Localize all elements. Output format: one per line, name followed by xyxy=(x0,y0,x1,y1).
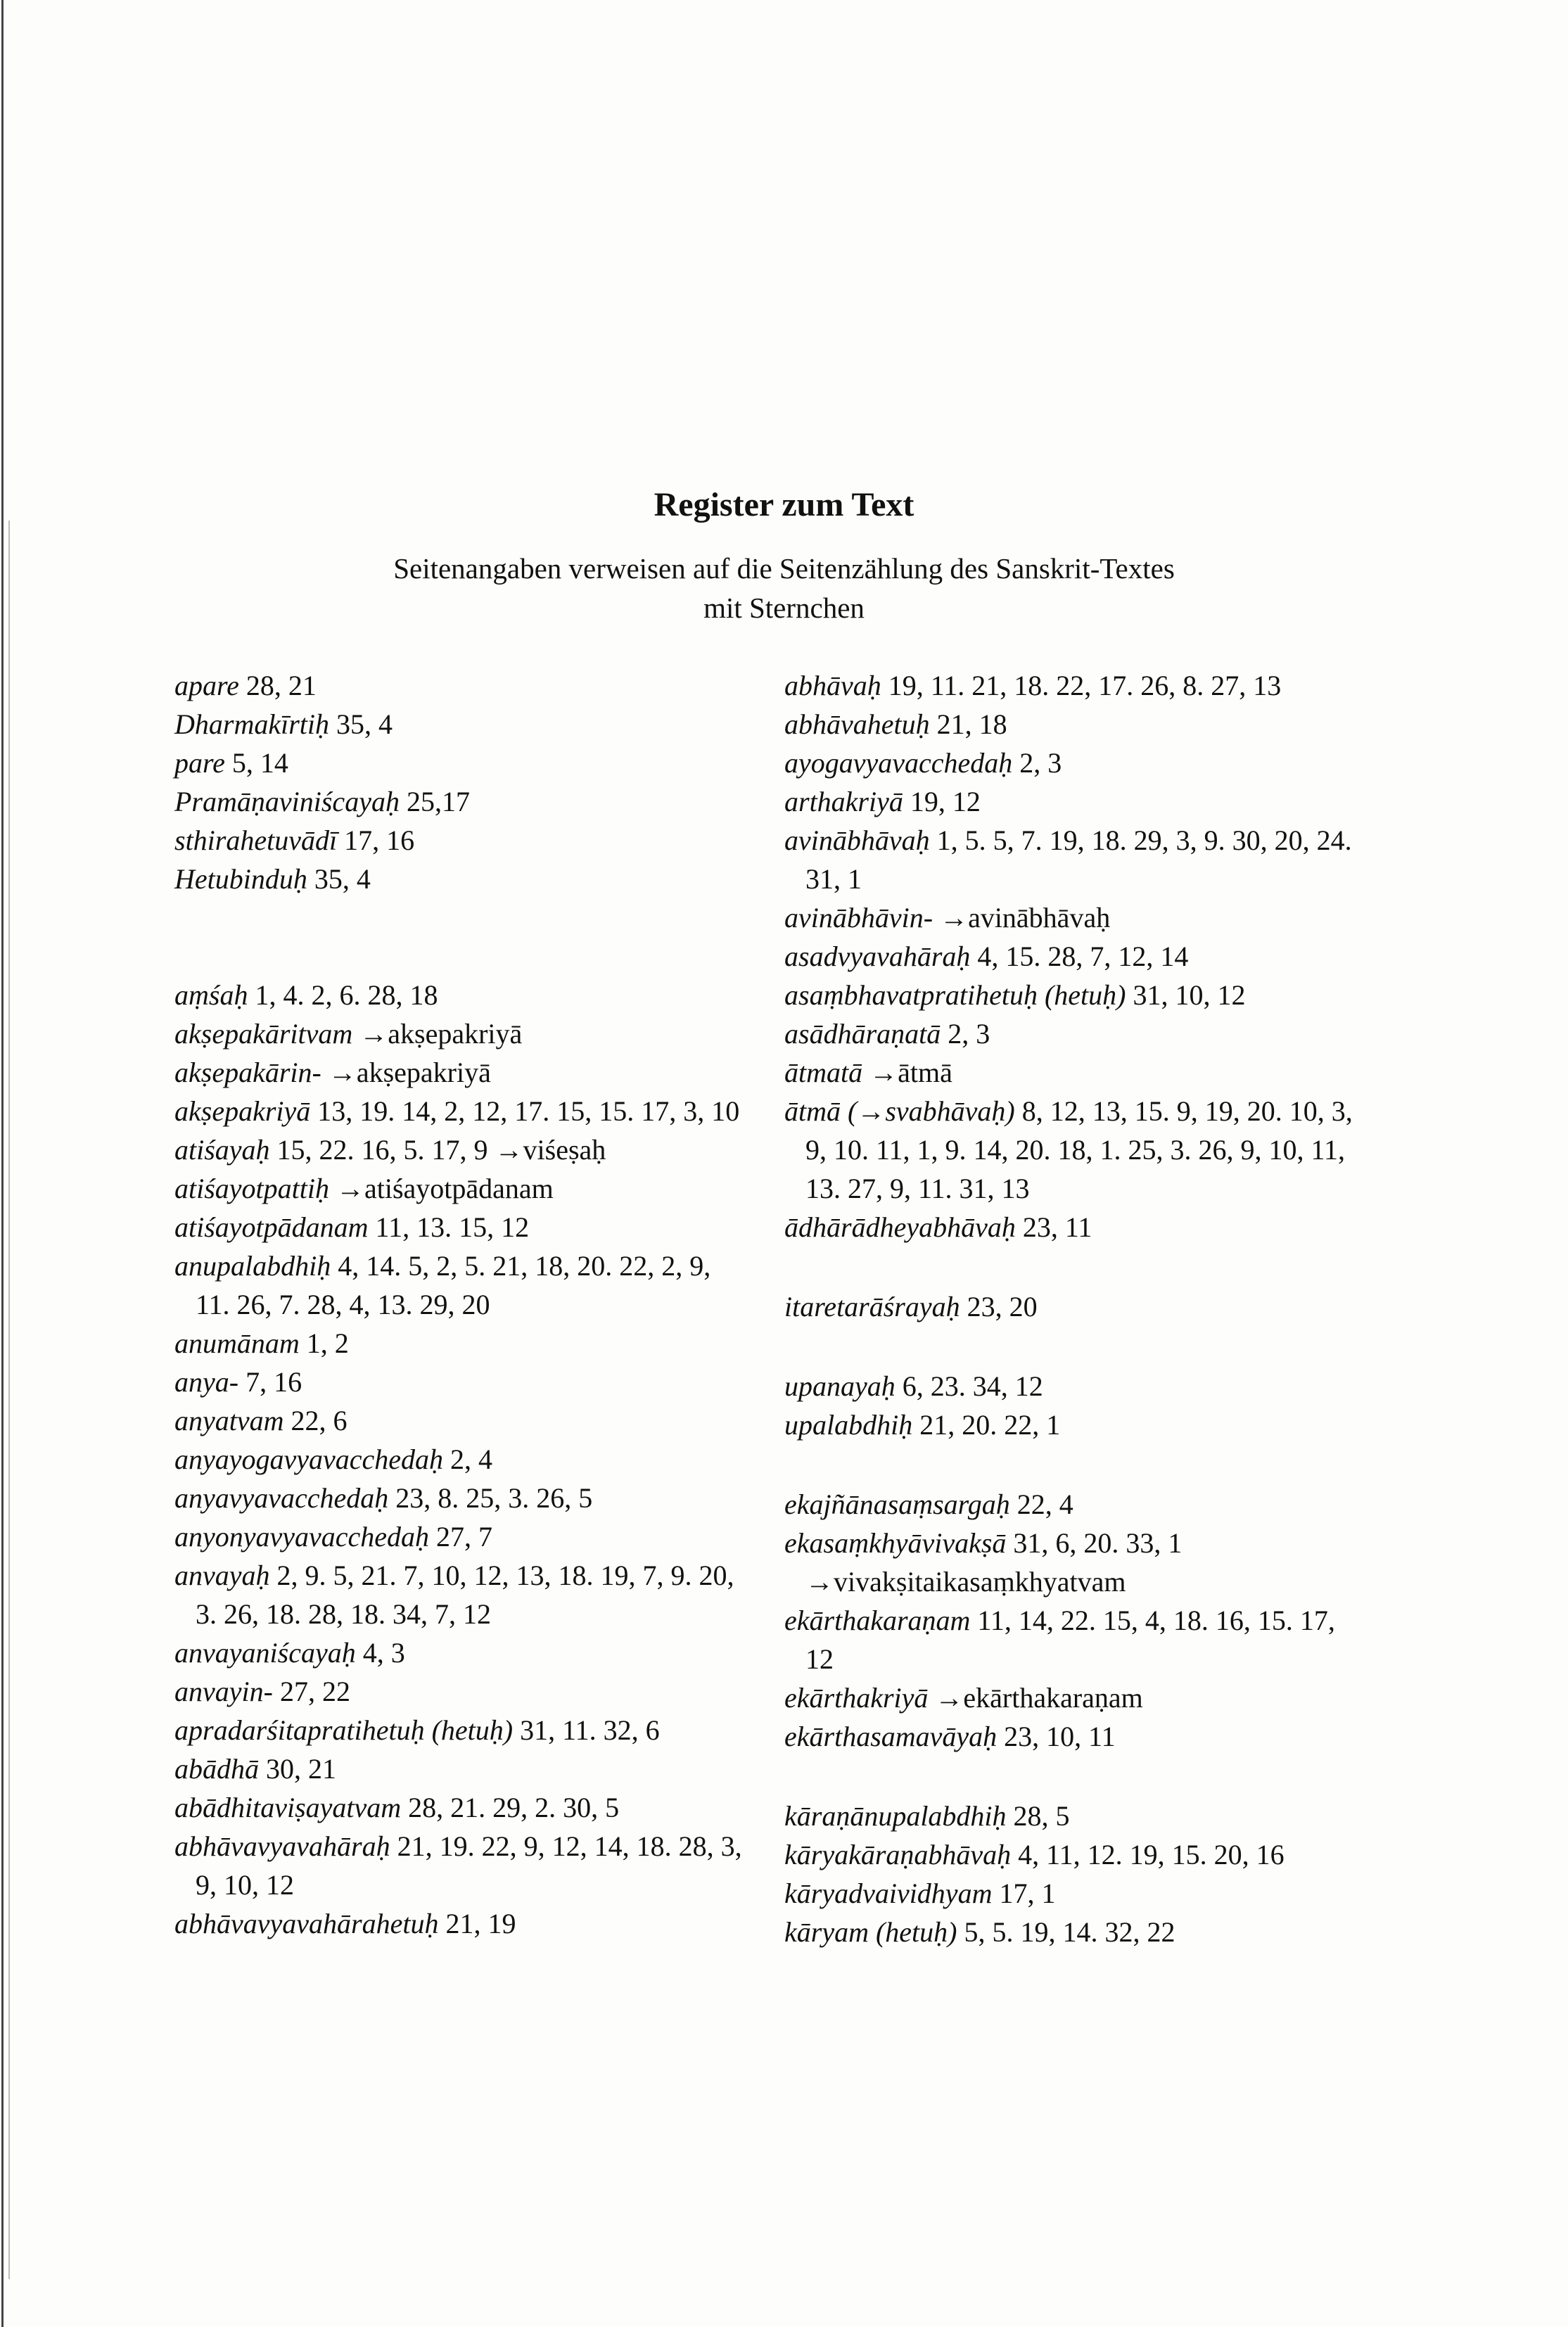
subtitle-line-2: mit Sternchen xyxy=(703,592,865,624)
index-entry xyxy=(784,1874,1361,1913)
group-gap xyxy=(784,1247,1361,1287)
index-term: abādhitaviṣayatvam xyxy=(174,1792,402,1823)
index-entry xyxy=(784,1367,1361,1405)
index-term: kāryakāraṇabhāvaḥ xyxy=(784,1839,1012,1870)
index-entry xyxy=(784,1524,1361,1601)
index-term: arthakriyā xyxy=(784,786,903,817)
index-term: anumānam xyxy=(174,1327,300,1359)
index-term: apradarśitapratihetuḥ (hetuḥ) xyxy=(174,1714,514,1746)
index-entry xyxy=(784,898,1361,937)
index-refs: 31, 11. 32, 6 xyxy=(520,1714,660,1746)
index-term: ekajñānasaṃsargaḥ xyxy=(784,1488,1010,1520)
index-refs: 23, 10, 11 xyxy=(1004,1721,1116,1752)
index-term: abhāvavyavahārahetuḥ xyxy=(174,1908,439,1939)
index-entry xyxy=(174,1208,751,1247)
index-refs: 13, 19. 14, 2, 12, 17. 15, 15. 17, 3, 10 xyxy=(317,1095,740,1127)
index-term: ekārthakaraṇam xyxy=(784,1605,971,1636)
index-term: kāryam (hetuḥ) xyxy=(784,1916,957,1948)
index-term: asaṃbhavatpratihetuḥ (hetuḥ) xyxy=(784,979,1126,1011)
index-term: anyatvam xyxy=(174,1405,284,1436)
index-term: pare xyxy=(174,747,225,779)
index-refs: 11, 14, 22. 15, 4, 18. 16, 15. 17, 12 xyxy=(805,1605,1335,1675)
index-term: abhāvahetuḥ xyxy=(784,708,930,740)
index-refs: 21, 19 xyxy=(445,1908,516,1939)
index-term: ekasaṃkhyāvivakṣā xyxy=(784,1527,1007,1559)
index-entry xyxy=(174,860,751,898)
index-term: akṣepakāritvam xyxy=(174,1018,353,1050)
index-term: atiśayaḥ xyxy=(174,1134,270,1166)
index-entry xyxy=(174,1711,751,1749)
index-refs: 4, 14. 5, 2, 5. 21, 18, 20. 22, 2, 9, 11. 26, 7. 28, 4, 13. 29, 20 xyxy=(196,1250,711,1320)
index-refs: 21, 20. 22, 1 xyxy=(919,1409,1061,1441)
index-refs: 6, 23. 34, 12 xyxy=(902,1370,1043,1402)
index-term: anya- xyxy=(174,1366,239,1398)
index-entry xyxy=(784,1053,1361,1092)
index-refs: 4, 11, 12. 19, 15. 20, 16 xyxy=(1018,1839,1285,1870)
index-entry xyxy=(174,1169,751,1208)
index-column-left xyxy=(174,666,751,1943)
index-term: apare xyxy=(174,670,239,701)
index-refs: 35, 4 xyxy=(314,863,371,895)
index-entry xyxy=(784,744,1361,782)
index-entry xyxy=(174,1749,751,1788)
index-term: atiśayotpādanam xyxy=(174,1211,369,1243)
index-refs: 28, 5 xyxy=(1013,1800,1070,1832)
index-refs: →akṣepakriyā xyxy=(359,1018,523,1050)
index-entry xyxy=(174,744,751,782)
index-term: abhāvaḥ xyxy=(784,670,881,701)
index-refs: →ātmā xyxy=(869,1057,952,1088)
index-refs: →ekārthakaraṇam xyxy=(935,1682,1143,1714)
index-refs: 7, 16 xyxy=(246,1366,302,1398)
index-refs: 4, 3 xyxy=(362,1637,405,1669)
index-term: sthirahetuvādī xyxy=(174,824,338,856)
index-refs: 23, 8. 25, 3. 26, 5 xyxy=(395,1482,593,1514)
index-entry xyxy=(784,1208,1361,1247)
index-refs: 2, 9. 5, 21. 7, 10, 12, 13, 18. 19, 7, 9. 20, 3. 26, 18. 28, 18. 34, 7, 12 xyxy=(196,1560,734,1630)
index-term: akṣepakriyā xyxy=(174,1095,311,1127)
page-subtitle xyxy=(0,549,1568,627)
index-entry xyxy=(174,1479,751,1517)
index-term: anyavyavacchedaḥ xyxy=(174,1482,389,1514)
index-entry xyxy=(174,1130,751,1169)
index-term: abhāvavyavahāraḥ xyxy=(174,1830,390,1862)
index-refs: 27, 7 xyxy=(436,1521,493,1553)
group-gap xyxy=(784,1756,1361,1797)
index-term: atiśayotpattiḥ xyxy=(174,1173,329,1204)
index-refs: 19, 12 xyxy=(910,786,981,817)
group-gap xyxy=(784,1326,1361,1367)
index-term: anvayaḥ xyxy=(174,1560,270,1591)
group-gap xyxy=(174,898,751,976)
index-entry xyxy=(174,1324,751,1363)
index-term: ādhārādheyabhāvaḥ xyxy=(784,1211,1016,1243)
index-refs: 21, 18 xyxy=(936,708,1007,740)
index-entry xyxy=(784,705,1361,744)
index-refs: 17, 1 xyxy=(999,1877,1056,1909)
index-term: kāryadvaividhyam xyxy=(784,1877,993,1909)
index-entry xyxy=(784,782,1361,821)
index-refs: 1, 4. 2, 6. 28, 18 xyxy=(255,979,438,1011)
index-term: abādhā xyxy=(174,1753,259,1785)
index-refs: 15, 22. 16, 5. 17, 9 →viśeṣaḥ xyxy=(276,1134,606,1166)
index-entry xyxy=(174,1633,751,1672)
page-title: Register zum Text xyxy=(654,486,914,523)
index-refs: →avinābhāvaḥ xyxy=(940,902,1111,933)
index-term: upalabdhiḥ xyxy=(784,1409,913,1441)
subtitle-line-1: Seitenangaben verweisen auf die Seitenzählung des Sanskrit-Textes xyxy=(393,552,1175,585)
index-entry xyxy=(784,937,1361,976)
index-term: kāraṇānupalabdhiḥ xyxy=(784,1800,1007,1832)
group-gap xyxy=(784,1444,1361,1485)
index-entry xyxy=(784,976,1361,1014)
index-term: avinābhāvaḥ xyxy=(784,824,930,856)
index-entry xyxy=(784,1485,1361,1524)
index-term: itaretarāśrayaḥ xyxy=(784,1291,960,1322)
index-term: anvayaniścayaḥ xyxy=(174,1637,356,1669)
index-term: Pramāṇaviniścayaḥ xyxy=(174,786,400,817)
index-entry xyxy=(174,1672,751,1711)
index-entry xyxy=(784,821,1361,898)
index-term: asādhāraṇatā xyxy=(784,1018,941,1050)
index-refs: 30, 21 xyxy=(266,1753,336,1785)
index-term: anupalabdhiḥ xyxy=(174,1250,331,1282)
index-entry xyxy=(174,1556,751,1633)
index-entry xyxy=(784,1287,1361,1326)
index-entry xyxy=(174,1401,751,1440)
index-refs: 8, 12, 13, 15. 9, 19, 20. 10, 3, 9, 10. 11, 1, 9. 14, 20. 18, 1. 25, 3. 26, 9, 10, 11, 13. 27, 9, 11. 31, 13 xyxy=(805,1095,1353,1204)
index-refs: 1, 2 xyxy=(306,1327,349,1359)
index-refs: 2, 3 xyxy=(948,1018,990,1050)
index-term: aṃśaḥ xyxy=(174,979,248,1011)
index-entry xyxy=(174,976,751,1014)
index-entry xyxy=(784,1405,1361,1444)
index-entry xyxy=(784,1913,1361,1951)
index-refs: 19, 11. 21, 18. 22, 17. 26, 8. 27, 13 xyxy=(888,670,1282,701)
index-refs: 2, 3 xyxy=(1019,747,1062,779)
index-refs: 11, 13. 15, 12 xyxy=(375,1211,530,1243)
index-entry xyxy=(174,1247,751,1324)
index-entry xyxy=(174,1014,751,1053)
index-refs: 1, 5. 5, 7. 19, 18. 29, 3, 9. 30, 20, 24. 31, 1 xyxy=(805,824,1352,895)
index-entry xyxy=(174,1904,751,1943)
index-term: upanayaḥ xyxy=(784,1370,895,1402)
index-entry xyxy=(174,1827,751,1904)
index-refs: 22, 4 xyxy=(1016,1488,1073,1520)
index-entry xyxy=(784,1717,1361,1756)
index-entry xyxy=(784,1797,1361,1835)
index-refs: 22, 6 xyxy=(291,1405,348,1436)
index-refs: 23, 20 xyxy=(967,1291,1038,1322)
index-entry xyxy=(784,1014,1361,1053)
index-term: ayogavyavacchedaḥ xyxy=(784,747,1013,779)
index-term: anyayogavyavacchedaḥ xyxy=(174,1443,444,1475)
index-entry xyxy=(174,1092,751,1130)
index-refs: 35, 4 xyxy=(336,708,393,740)
index-refs: 27, 22 xyxy=(279,1676,350,1707)
index-refs: →akṣepakriyā xyxy=(328,1057,491,1088)
index-entry xyxy=(174,1053,751,1092)
index-refs: 21, 19. 22, 9, 12, 14, 18. 28, 3, 9, 10, 12 xyxy=(196,1830,742,1901)
index-term: anvayin- xyxy=(174,1676,273,1707)
index-term: ātmā (→svabhāvaḥ) xyxy=(784,1095,1015,1127)
index-refs: 5, 14 xyxy=(231,747,288,779)
index-term: anyonyavyavacchedaḥ xyxy=(174,1521,430,1553)
index-entry xyxy=(784,1092,1361,1208)
index-refs: →atiśayotpādanam xyxy=(336,1173,554,1204)
index-entry xyxy=(174,782,751,821)
index-refs: 28, 21 xyxy=(246,670,317,701)
index-entry xyxy=(174,1517,751,1556)
index-term: akṣepakārin- xyxy=(174,1057,321,1088)
index-entry xyxy=(174,705,751,744)
index-term: Dharmakīrtiḥ xyxy=(174,708,329,740)
index-refs: 17, 16 xyxy=(344,824,415,856)
index-entry xyxy=(784,1601,1361,1678)
index-refs: 31, 10, 12 xyxy=(1133,979,1246,1011)
index-refs: 2, 4 xyxy=(450,1443,493,1475)
index-term: ātmatā xyxy=(784,1057,863,1088)
index-entry xyxy=(174,666,751,705)
index-entry xyxy=(174,1440,751,1479)
index-entry xyxy=(174,1363,751,1401)
index-entry xyxy=(784,1835,1361,1874)
index-term: ekārthakriyā xyxy=(784,1682,929,1714)
index-column-right xyxy=(784,666,1361,1951)
index-entry xyxy=(174,821,751,860)
index-entry xyxy=(784,1678,1361,1717)
scan-edge-line-faint xyxy=(8,521,10,2279)
index-refs: 23, 11 xyxy=(1022,1211,1092,1243)
index-term: avinābhāvin- xyxy=(784,902,933,933)
index-term: ekārthasamavāyaḥ xyxy=(784,1721,997,1752)
index-term: Hetubinduḥ xyxy=(174,863,307,895)
index-refs: 4, 15. 28, 7, 12, 14 xyxy=(977,941,1189,972)
scan-edge-line xyxy=(1,0,4,2327)
index-refs: 25,17 xyxy=(406,786,470,817)
index-refs: 28, 21. 29, 2. 30, 5 xyxy=(408,1792,620,1823)
index-entry xyxy=(784,666,1361,705)
index-refs: 31, 6, 20. 33, 1 →vivakṣitaikasaṃkhyatvam xyxy=(805,1527,1183,1598)
index-term: asadvyavahāraḥ xyxy=(784,941,971,972)
index-entry xyxy=(174,1788,751,1827)
index-refs: 5, 5. 19, 14. 32, 22 xyxy=(964,1916,1175,1948)
